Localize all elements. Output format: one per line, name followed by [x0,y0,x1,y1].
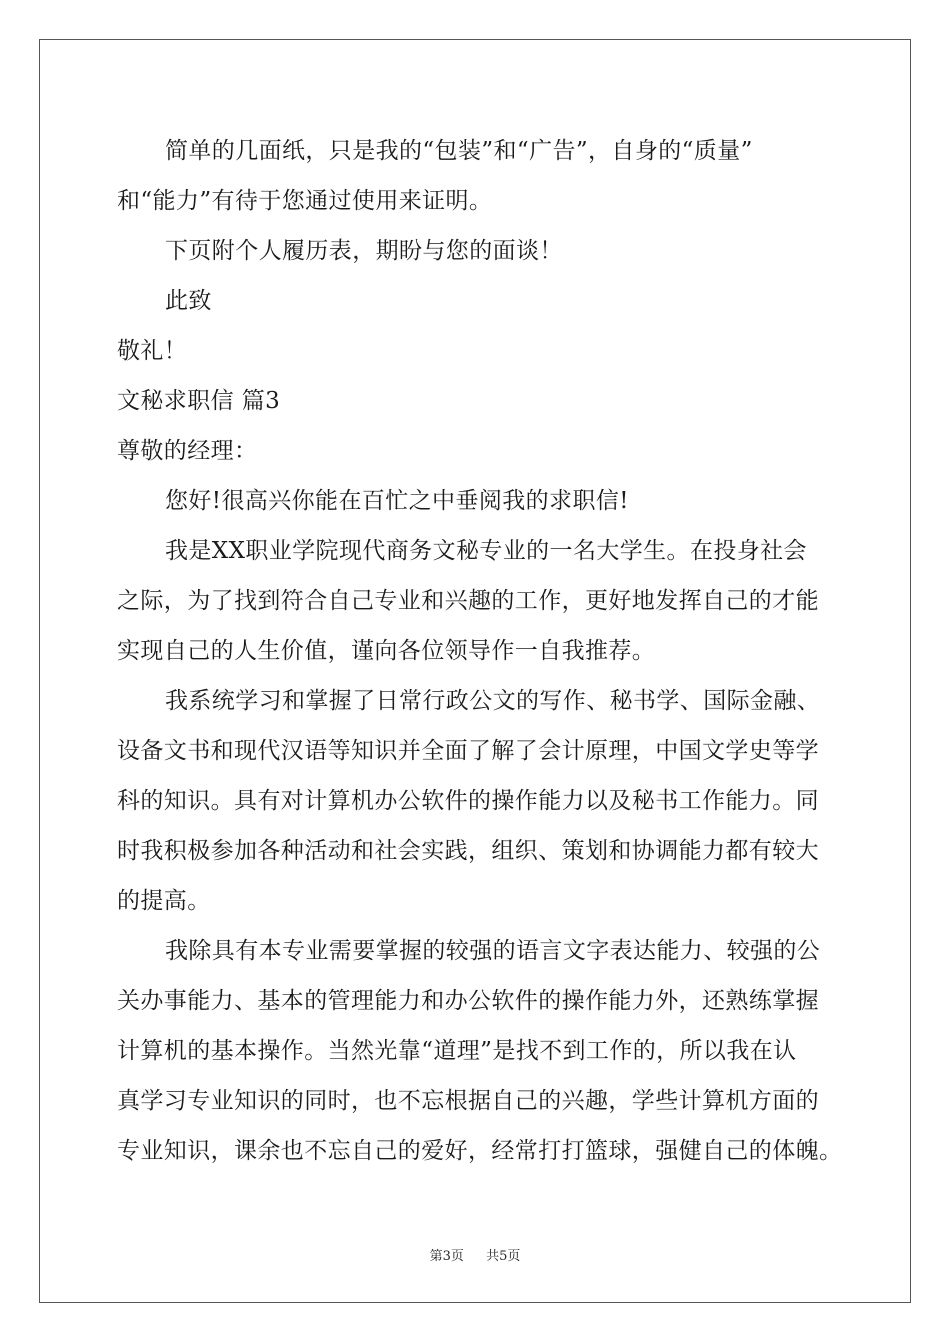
paragraph-line: 我是XX职业学院现代商务文秘专业的一名大学生。在投身社会 [165,538,807,564]
paragraph-line: 简单的几面纸，只是我的“包装”和“广告”，自身的“质量” [165,138,753,164]
paragraph-line: 我除具有本专业需要掌握的较强的语言文字表达能力、较强的公 [165,938,821,964]
paragraph-line: 实现自己的人生价值，谨向各位领导作一自我推荐。 [117,638,656,664]
paragraph-line: 关办事能力、基本的管理能力和办公软件的操作能力外，还熟练掌握 [117,988,819,1014]
page-footer [0,1245,950,1264]
paragraph-line: 真学习专业知识的同时，也不忘根据自己的兴趣，学些计算机方面的 [117,1088,819,1114]
paragraph-line: 您好!很高兴你能在百忙之中垂阅我的求职信! [165,488,629,514]
salutation-line: 敬礼！ [117,338,188,364]
page-total: 共5页 [486,1249,521,1264]
paragraph-line: 计算机的基本操作。当然光靠“道理”是找不到工作的，所以我在认 [117,1038,797,1064]
section-title: 文秘求职信 篇3 [117,388,281,414]
paragraph-line: 时我积极参加各种活动和社会实践，组织、策划和协调能力都有较大 [117,838,819,864]
paragraph-line: 的提高。 [117,888,211,914]
paragraph-line: 之际，为了找到符合自己专业和兴趣的工作，更好地发挥自己的才能 [117,588,819,614]
paragraph-line: 下页附个人履历表，期盼与您的面谈！ [165,238,563,264]
paragraph-line: 我系统学习和掌握了日常行政公文的写作、秘书学、国际金融、 [165,688,821,714]
paragraph-line: 和“能力”有待于您通过使用来证明。 [117,188,493,214]
paragraph-line: 科的知识。具有对计算机办公软件的操作能力以及秘书工作能力。同 [117,788,819,814]
paragraph-line: 专业知识，课余也不忘自己的爱好，经常打打篮球，强健自己的体魄。 [117,1138,843,1164]
closing-line: 此致 [165,288,212,314]
paragraph-line: 设备文书和现代汉语等知识并全面了解了会计原理，中国文学史等学 [117,738,819,764]
page-number: 第3页 [429,1249,464,1264]
greeting-line: 尊敬的经理： [117,438,258,464]
